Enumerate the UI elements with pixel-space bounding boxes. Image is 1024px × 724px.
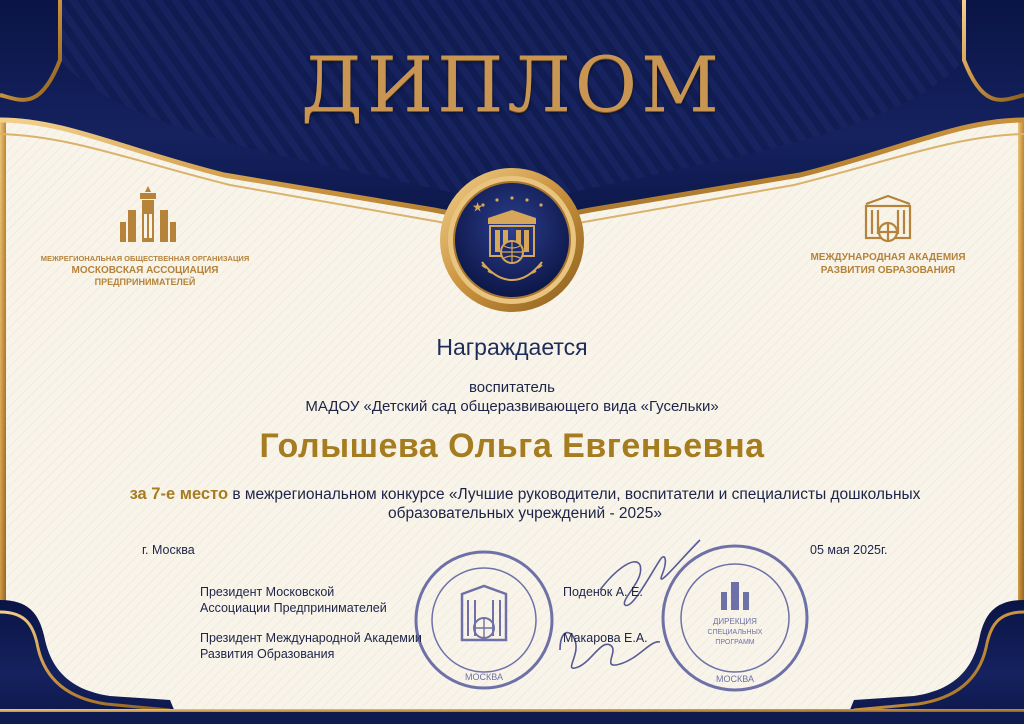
signatory-1-role	[200, 584, 430, 616]
right-org-line1: МЕЖДУНАРОДНАЯ АКАДЕМИЯ	[810, 252, 966, 263]
signatory-1-role-line2: Ассоциации Предпринимателей	[200, 601, 387, 615]
signatory-2-role-line1: Президент Международной Академии	[200, 631, 422, 645]
achievement-text	[70, 485, 980, 523]
right-org-line2: РАЗВИТИЯ ОБРАЗОВАНИЯ	[820, 265, 956, 276]
awarded-label: Награждается	[436, 334, 588, 360]
achievement-description: в межрегиональном конкурсе «Лучшие руководители, воспитатели и специалисты дошкольных образовательных учреждений - 2025»	[232, 486, 921, 522]
svg-text:ПРОГРАММ: ПРОГРАММ	[715, 639, 755, 646]
signatory-1-role-line1: Президент Московской	[200, 585, 335, 599]
recipient-name: Голышева Ольга Евгеньевна	[259, 427, 765, 465]
center-medallion	[440, 168, 584, 312]
signatory-2-name: Макарова Е.А.	[563, 631, 648, 645]
signatory-2-role	[200, 630, 450, 662]
svg-text:МОСКВА: МОСКВА	[716, 674, 754, 684]
academy-stamp-bottom: МОСКВА	[465, 672, 503, 682]
svg-text:СПЕЦИАЛЬНЫХ: СПЕЦИАЛЬНЫХ	[707, 629, 763, 636]
achievement-place: за 7-е место	[129, 485, 229, 503]
left-org-line1: МЕЖРЕГИОНАЛЬНАЯ ОБЩЕСТВЕННАЯ ОРГАНИЗАЦИЯ	[40, 254, 250, 263]
signatory-1-name: Поденок А. Е.	[563, 585, 643, 599]
city: г. Москва	[142, 543, 195, 557]
left-org-line2: МОСКОВСКАЯ АССОЦИАЦИЯ	[71, 265, 219, 276]
recipient-position: воспитатель	[469, 379, 555, 396]
signatory-2-role-line2: Развития Образования	[200, 647, 335, 661]
date: 05 мая 2025г.	[810, 543, 888, 557]
recipient-institution: МАДОУ «Детский сад общеразвивающего вида «Гусельки»	[305, 398, 719, 415]
svg-text:ДИРЕКЦИЯ: ДИРЕКЦИЯ	[713, 617, 757, 626]
left-org-line3: ПРЕДПРИНИМАТЕЛЕЙ	[94, 277, 196, 287]
diploma-title: ДИПЛОМ	[301, 40, 723, 129]
